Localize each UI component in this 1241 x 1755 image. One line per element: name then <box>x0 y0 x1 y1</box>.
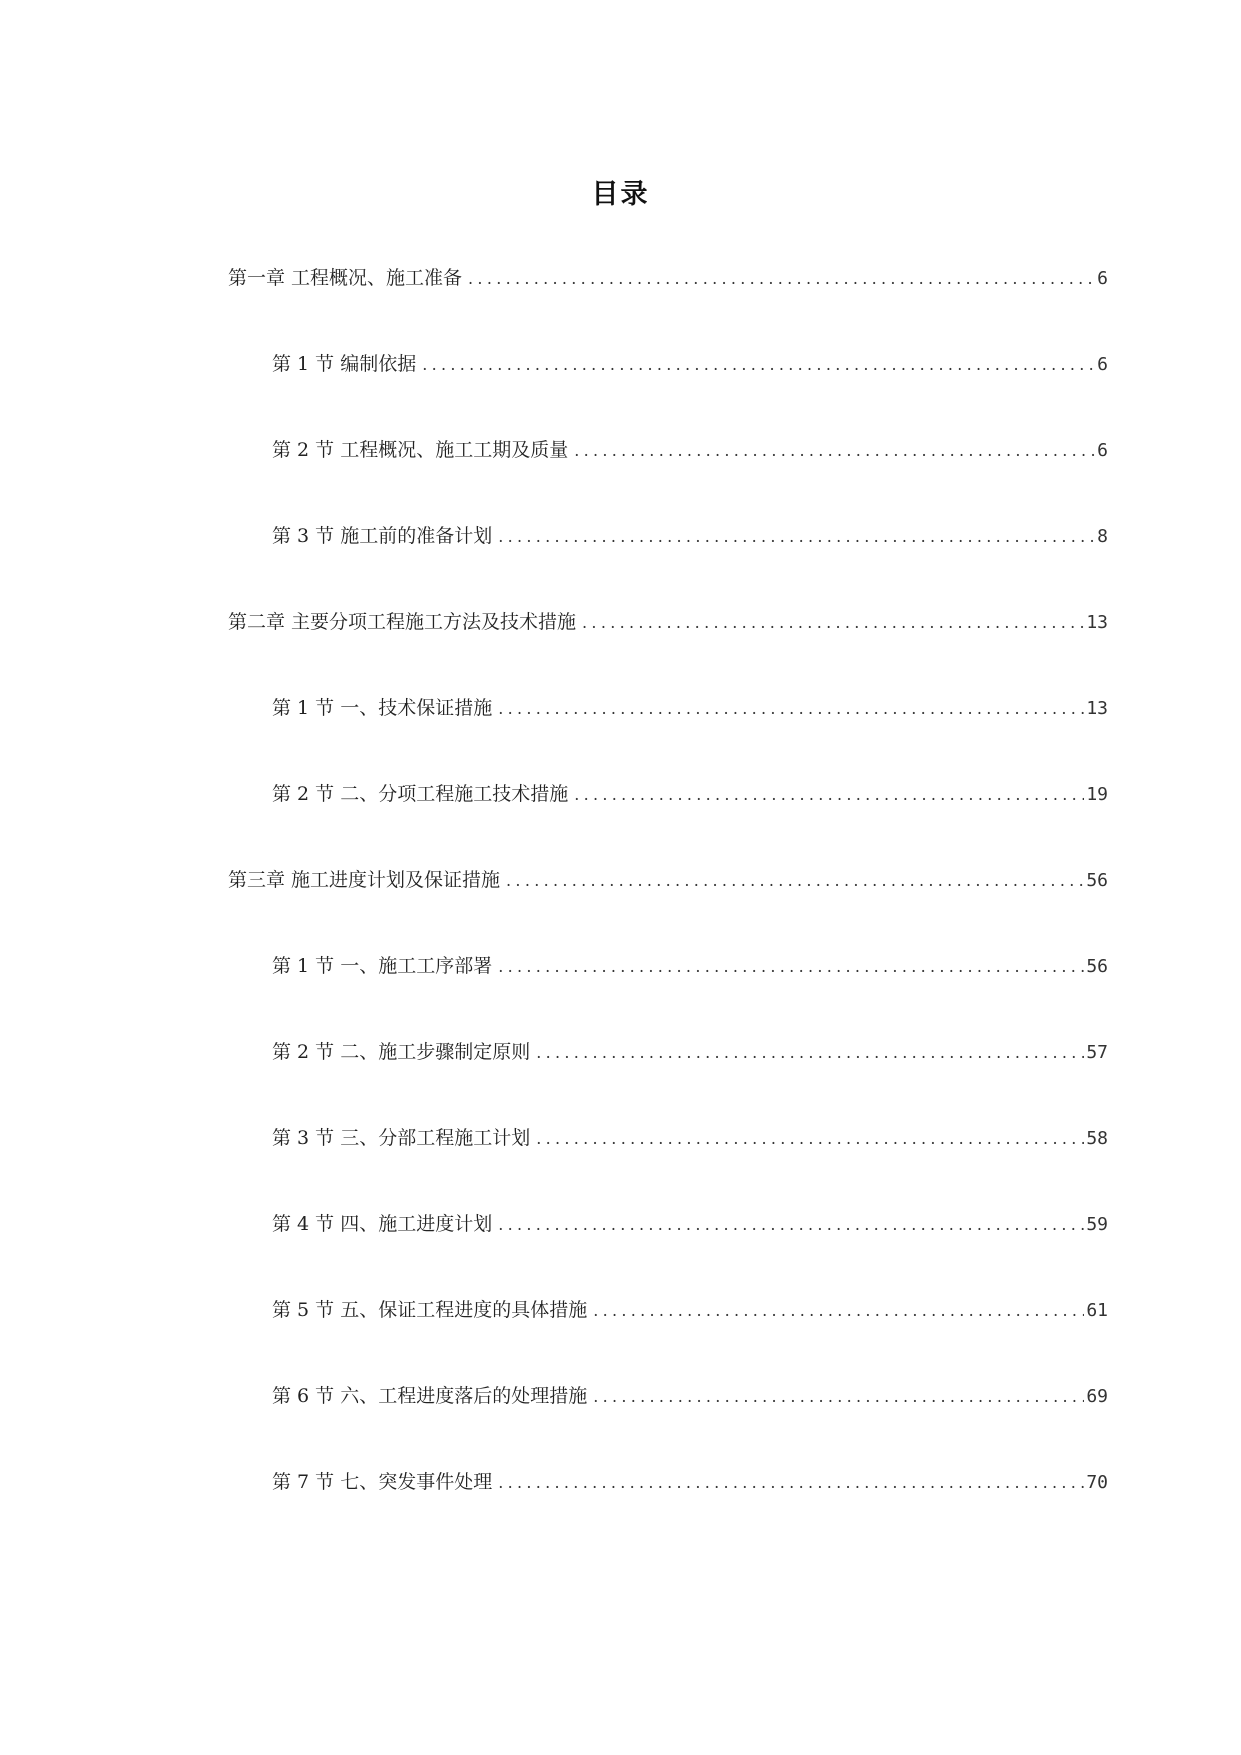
toc-entry-page: 19 <box>1086 784 1108 805</box>
toc-entry[interactable] <box>272 951 1108 981</box>
toc-entry-page: 58 <box>1086 1128 1108 1149</box>
toc-dot-leader <box>593 1382 1084 1412</box>
toc-entry-label: 第 6 节 六、工程进度落后的处理措施 <box>272 1385 588 1407</box>
toc-entry[interactable] <box>228 865 1108 895</box>
toc-dot-leader <box>536 1038 1084 1068</box>
toc-entry-label: 第 3 节 施工前的准备计划 <box>272 525 493 547</box>
toc-entry-page: 59 <box>1086 1214 1108 1235</box>
toc-dot-leader <box>498 694 1084 724</box>
toc-dot-leader <box>574 780 1084 810</box>
toc-entry[interactable] <box>228 607 1108 637</box>
toc-dot-leader <box>506 866 1084 896</box>
toc-entry-label: 第 2 节 工程概况、施工工期及质量 <box>272 439 569 461</box>
toc-entry[interactable] <box>272 1295 1108 1325</box>
toc-dot-leader <box>593 1296 1084 1326</box>
toc-entry-page: 70 <box>1086 1472 1108 1493</box>
toc-entry[interactable] <box>272 1123 1108 1153</box>
toc-entry-label: 第 3 节 三、分部工程施工计划 <box>272 1127 531 1149</box>
toc-entry-page: 6 <box>1097 440 1108 461</box>
toc-entry[interactable] <box>272 349 1108 379</box>
toc-dot-leader <box>536 1124 1084 1154</box>
toc-entry-page: 13 <box>1086 612 1108 633</box>
toc-entry-label: 第 2 节 二、分项工程施工技术措施 <box>272 783 569 805</box>
toc-entry-page: 6 <box>1097 268 1108 289</box>
toc-dot-leader <box>498 522 1095 552</box>
toc-entry[interactable] <box>272 1381 1108 1411</box>
toc-entry-label: 第 4 节 四、施工进度计划 <box>272 1213 493 1235</box>
toc-entry[interactable] <box>228 263 1108 293</box>
toc-dot-leader <box>498 1210 1084 1240</box>
toc-dot-leader <box>498 952 1084 982</box>
toc-entry[interactable] <box>272 1209 1108 1239</box>
toc-entry-page: 6 <box>1097 354 1108 375</box>
toc-entry[interactable] <box>272 693 1108 723</box>
toc-entry[interactable] <box>272 779 1108 809</box>
toc-entry-label: 第一章 工程概况、施工准备 <box>228 267 463 289</box>
toc-entry-page: 56 <box>1086 870 1108 891</box>
toc-entry[interactable] <box>272 1467 1108 1497</box>
toc-entry-label: 第 5 节 五、保证工程进度的具体措施 <box>272 1299 588 1321</box>
toc-dot-leader <box>422 350 1095 380</box>
toc-entry-label: 第 1 节 编制依据 <box>272 353 417 375</box>
toc-entry-page: 13 <box>1086 698 1108 719</box>
toc-entry-page: 61 <box>1086 1300 1108 1321</box>
toc-entry-label: 第 1 节 一、技术保证措施 <box>272 697 493 719</box>
toc-entry-page: 56 <box>1086 956 1108 977</box>
toc-dot-leader <box>574 436 1095 466</box>
toc-entry-page: 69 <box>1086 1386 1108 1407</box>
toc-entry-label: 第 2 节 二、施工步骤制定原则 <box>272 1041 531 1063</box>
toc-dot-leader <box>582 608 1084 638</box>
toc-entry-label: 第二章 主要分项工程施工方法及技术措施 <box>228 611 577 633</box>
toc-entry[interactable] <box>272 1037 1108 1067</box>
toc-dot-leader <box>468 264 1095 294</box>
toc-title: 目录 <box>591 179 650 210</box>
toc-entry-label: 第三章 施工进度计划及保证措施 <box>228 869 501 891</box>
toc-entry-label: 第 7 节 七、突发事件处理 <box>272 1471 493 1493</box>
toc-entry-page: 8 <box>1097 526 1108 547</box>
toc-dot-leader <box>498 1468 1084 1498</box>
toc-entry[interactable] <box>272 435 1108 465</box>
toc-entry-page: 57 <box>1086 1042 1108 1063</box>
toc-entry-label: 第 1 节 一、施工工序部署 <box>272 955 493 977</box>
toc-entry[interactable] <box>272 521 1108 551</box>
